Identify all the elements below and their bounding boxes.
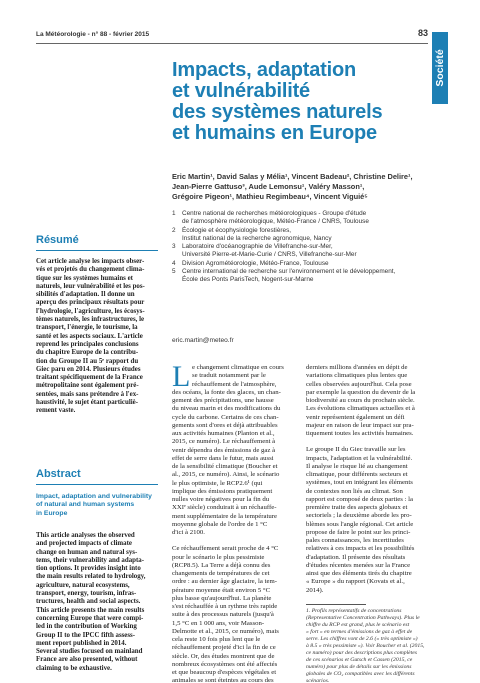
title-line: et humains en Europe [172, 122, 377, 144]
affiliation-number: 5 [172, 268, 176, 276]
affiliation-number: 1 [172, 210, 176, 217]
body-line: suite à des processus naturels (jusqu'à [172, 611, 274, 619]
body-line: propose de faire le point sur les princi- [306, 528, 411, 536]
drop-cap-letter: L [172, 360, 191, 393]
abstract-line: claiming to be exhaustive. [36, 664, 112, 672]
author-line: Eric Martin¹, David Salas y Mélia¹, Vincent Badeau², Christine Delire¹, [172, 172, 413, 181]
resume-line: Giec paru en 2014. Plusieurs études [36, 365, 141, 373]
affiliation-item [172, 260, 432, 268]
body-line: du niveau marin et des modifications du [172, 405, 281, 413]
abstract-line: concerning Europe that were compi- [36, 614, 144, 622]
body-line: venir dépendra des émissions de gaz à [172, 446, 276, 454]
body-line: relatives à ces impacts et les possibilités [306, 545, 415, 553]
abstract-line: France are also presented, without [36, 656, 138, 664]
body-line: ment supplémentaire de la température [172, 512, 277, 520]
body-line: majeur en raison de leur impact sur pra- [306, 421, 414, 429]
running-header [36, 30, 428, 44]
affiliation-text: Écologie et écophysiologie forestières, [182, 226, 292, 234]
section-tab [432, 32, 448, 104]
body-line: par exemple la question du devenir de la [306, 388, 416, 396]
body-line: siècle. Or, des études montrent que de [172, 652, 275, 660]
body-line: rapport est composé de deux parties : la [306, 495, 414, 503]
body-line: première traite des aspects globaux et [306, 504, 408, 511]
body-line: de contextes non liés au climat. Son [306, 487, 403, 495]
resume-line: vés et projetés du changement clima- [36, 266, 145, 274]
affiliation-item [172, 210, 432, 227]
resume-text [36, 258, 160, 416]
abstract-line: change on human and natural sys- [36, 548, 138, 556]
footnote-line: chiffre du RCP est grand, plus le scénario est [306, 622, 410, 628]
resume-line: naturels, leur vulnérabilité et les pos- [36, 282, 145, 290]
body-line: réchauffement de l'atmosphère, [192, 380, 277, 388]
body-line: 2014). [306, 586, 324, 594]
resume-line: tique sur les systèmes humains et [36, 274, 133, 282]
abstract-heading: Abstract [36, 468, 81, 480]
body-line: changements de températures de cet [172, 570, 270, 577]
body-line: impacts, l'adaptation et la vulnérabilité. [306, 454, 413, 462]
abstract-line: tion options. It provides insight into [36, 565, 141, 573]
footnote-line: à 8.5 « très pessimiste »). Voir Boucher et al. (2015, [306, 643, 425, 649]
body-line: et que beaucoup d'espèces végétales et [172, 669, 277, 676]
body-line: gements sont d'ores et déjà attribuables [172, 421, 278, 429]
affiliation-number: 2 [172, 226, 176, 234]
affiliation-number: 4 [172, 259, 176, 267]
footnote [306, 608, 430, 683]
abstract-line: tems, their vulnerability and adapta- [36, 556, 145, 564]
body-line: biodiversité au cours du prochain siècle. [306, 397, 415, 404]
body-line: climatique, pour différents secteurs et [306, 471, 408, 478]
affiliation-text: Centre national de recherches météorologiques - Groupe d'étude [182, 210, 367, 217]
footnote-line: scénarios. [306, 678, 330, 683]
resume-line: reprend les principales conclusions [36, 340, 139, 348]
affiliation-text: Centre international de recherche sur l'environnement et le développement, [182, 268, 396, 276]
abstract-subtitle-line: in Europe [36, 509, 68, 517]
abstract-line: led in the contribution of Working [36, 623, 137, 631]
title-line: Impacts, adaptation [172, 59, 357, 81]
body-line: « Europe » du rapport (Kovats et al., [306, 578, 405, 586]
body-line: Le groupe II du Giec travaille sur les [306, 446, 406, 454]
body-line: de la sensibilité climatique (Boucher et [172, 463, 278, 470]
body-line: d'ici à 2100. [172, 529, 205, 536]
abstract-line: tructures, health and social aspects. [36, 598, 141, 606]
affiliation-text: de l'atmosphère météorologique, Météo-France / CNRS, Toulouse [182, 218, 369, 226]
abstract-line: and projected impacts of climate [36, 540, 132, 548]
abstract-line: Group II to the IPCC fifth assess- [36, 631, 136, 639]
body-column-1 [172, 364, 296, 683]
body-line: XXIᵉ siècle) conduirait à un réchauffe- [172, 504, 277, 512]
body-line: pérature moyenne était environ 5 °C [172, 586, 271, 594]
body-line: derniers millions d'années en dépit de [306, 364, 408, 371]
body-line: tiquement toutes les activités humaines. [306, 430, 414, 437]
body-line: moyenne globale de l'ordre de 1 °C [172, 520, 268, 528]
resume-heading: Résumé [36, 234, 79, 246]
footnote-line: 1. Profils représentatifs de concentrations [306, 608, 402, 614]
resume-line: tion du Groupe II au 5ᵉ rapport du [36, 357, 139, 365]
abstract-line: agriculture, natural ecosystems, [36, 581, 130, 589]
body-line: cela reste 10 fois plus lent que le [172, 636, 261, 643]
resume-line: tèmes naturels, les infrastructures, le [36, 316, 145, 324]
body-line: le plus optimiste, le RCP2.6¹ (qui [172, 479, 263, 487]
body-line: variations climatiques plus lentes que [306, 372, 408, 380]
body-line: Il analyse le risque lié au changement [306, 462, 408, 470]
body-line: ainsi que des éléments tirés du chapitre [306, 570, 412, 577]
body-line: animales se sont éteintes au cours des [172, 677, 274, 683]
resume-line: métropolitaine sont également pré- [36, 382, 139, 390]
body-line: 1,5 °C en 1 000 ans, voir Masson- [172, 619, 265, 627]
title-line: des systèmes naturels [172, 101, 383, 123]
body-line: s'est réchauffée à un rythme très rapide [172, 603, 278, 610]
body-line: sectoriels ; la deuxième aborde les pro- [306, 512, 412, 520]
resume-line: santé et les aspects sociaux. L'article [36, 332, 143, 340]
resume-divider [36, 250, 158, 251]
body-line: pales connaissances, les incertitudes [306, 537, 404, 544]
abstract-line: transport, energy, tourism, infras- [36, 590, 137, 598]
resume-line: l'hydrologie, l'agriculture, les écosys- [36, 307, 145, 315]
abstract-line: Several studies focused on mainland [36, 648, 143, 656]
body-line: d'adaptation. Il présente des résultats [306, 553, 406, 561]
footnote-line: de ces scénarios et Gutsch et Cassen (2015, ce [306, 657, 413, 663]
abstract-subtitle-line: of natural and human systems [36, 501, 135, 509]
affiliation-text: Division Agrométéorologie, Météo-France, Toulouse [182, 259, 329, 267]
body-line: d'études récentes menées sur la France [306, 561, 411, 569]
footnote-line: numéro) pour plus de détails sur les émissions [306, 664, 412, 670]
body-column-2 [306, 364, 430, 595]
body-line: nombreux écosystèmes ont été affectés [172, 660, 278, 668]
author-line: Grégoire Pigeon¹, Mathieu Regimbeau⁴, Vincent Viguié⁵ [172, 192, 368, 201]
affiliation-text: École des Ponts ParisTech, Nogent-sur-Marne [182, 276, 314, 284]
journal-name: La Météorologie - n° 88 - février 2015 [36, 31, 150, 38]
body-line: implique des émissions pratiquement [172, 487, 273, 495]
footnote-line: ce numéro) pour des descriptions plus complètes [306, 650, 417, 656]
body-line: cycle du carbone. Certains de ces chan- [172, 413, 279, 421]
resume-line: aperçu des principaux résultats pour [36, 299, 145, 307]
body-line: effet de serre dans le futur, mais aussi [172, 454, 274, 462]
resume-line: Cet article analyse les impacts obser- [36, 258, 145, 265]
body-line: aux activités humaines (Planton et al., [172, 430, 275, 437]
body-line: al., 2015, ce numéro). Ainsi, le scénario [172, 471, 280, 479]
affiliation-item [172, 227, 432, 244]
article-title [172, 60, 422, 144]
affiliation-item [172, 243, 432, 260]
resume-line: sibilités d'adaptation. Il donne un [36, 291, 135, 299]
footnote-line: serre. Les chiffres vont de 2.6 (« très optimiste ») [306, 636, 418, 642]
body-line: blèmes sous l'angle régional. Cet article [306, 520, 414, 528]
body-line: se traduit notamment par le [192, 372, 266, 380]
resume-line: traitant spécifiquement de la France [36, 374, 143, 382]
body-line: réchauffement projeté d'ici la fin de ce [172, 644, 276, 652]
footnote-line: « fort » en termes d'émissions de gaz à effet de [306, 629, 413, 635]
footnote-line: globales de CO₂ compatibles avec les différents [306, 671, 415, 677]
abstract-line: This article analyses the observed [36, 532, 135, 539]
body-line: gement des précipitations, une hausse [172, 397, 274, 404]
resume-line: du chapitre Europe de la contribu- [36, 349, 139, 357]
author-line: Jean-Pierre Gattuso³, Aude Lemonsu¹, Valéry Masson¹, [172, 182, 365, 191]
author-list [172, 172, 432, 202]
footnote-line: (Representative Concentration Pathways). Plus le [306, 615, 420, 621]
body-line: systèmes, tout en intégrant les éléments [306, 479, 413, 487]
body-line: Delmotte et al., 2015, ce numéro), mais [172, 627, 279, 635]
resume-line: transport, l'énergie, le tourisme, la [36, 324, 138, 332]
abstract-line: the main results related to hydrology, [36, 573, 146, 581]
body-line: nulles voire négatives pour la fin du [172, 496, 270, 503]
body-line: ordre : au dernier âge glaciaire, la tem- [172, 578, 277, 586]
body-line: Les évolutions climatiques actuelles et à [306, 405, 415, 413]
abstract-line: ment report published in 2014. [36, 639, 127, 647]
body-line: plus basse qu'aujourd'hui. La planète [172, 594, 272, 602]
resume-line: haustivité, le sujet étant particuliè- [36, 399, 139, 407]
affiliation-item [172, 268, 432, 285]
body-line: venir représentent également un défi [306, 413, 405, 421]
affiliation-list [172, 210, 432, 285]
body-line: des océans, la fonte des glaces, un chan- [172, 388, 281, 396]
affiliation-number: 3 [172, 243, 176, 251]
section-tab-label: Société [434, 49, 446, 87]
contact-email[interactable]: eric.martin@meteo.fr [172, 337, 234, 344]
abstract-subtitle-line: Impact, adaptation and vulnerability [36, 493, 152, 500]
abstract-line: This article presents the main results [36, 606, 145, 614]
affiliation-text: Université Pierre-et-Marie-Curie / CNRS, Villefranche-sur-Mer [182, 251, 357, 259]
abstract-text [36, 532, 160, 673]
footnote-divider [306, 604, 366, 605]
body-line: Ce réchauffement serait proche de 4 °C [172, 545, 279, 553]
affiliation-text: Institut national de la recherche agronomique, Nancy [182, 234, 332, 242]
title-line: et vulnérabilité [172, 80, 310, 102]
abstract-divider [36, 484, 158, 485]
resume-line: sentées, mais sans prétendre à l'ex- [36, 390, 139, 398]
body-line: celles observées aujourd'hui. Cela pose [306, 380, 412, 388]
body-line: e changement climatique en cours [192, 364, 284, 371]
body-line: (RCP8.5). La Terre a déjà connu des [172, 561, 271, 569]
affiliation-text: Laboratoire d'océanographie de Villefranche-sur-Mer, [182, 243, 333, 251]
page-number: 83 [417, 28, 428, 38]
abstract-subtitle [36, 493, 160, 518]
resume-line: rement vaste. [36, 407, 76, 415]
body-line: 2015, ce numéro). Le réchauffement à [172, 438, 276, 446]
body-line: pour le scénario le plus pessimiste [172, 553, 265, 561]
